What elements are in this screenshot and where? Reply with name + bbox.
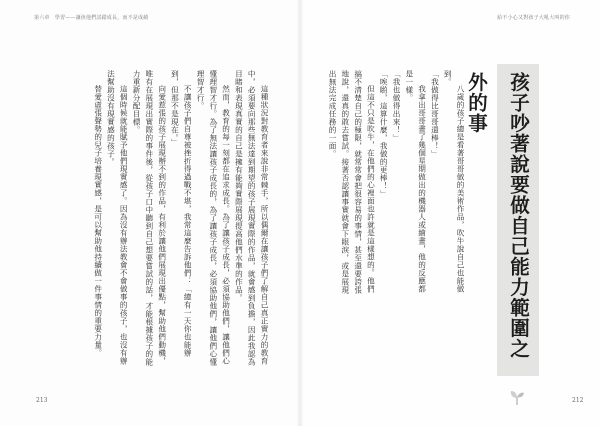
right-quote-3: 「唉喲，這算什麼，我做的更棒！」 xyxy=(379,70,389,198)
sprout-icon xyxy=(509,388,525,406)
right-paragraph-2: 我拿出哥哥畫了幾個星期做出的機器人或繪畫，他的反應都是一樣。 xyxy=(404,70,427,294)
section-title-box xyxy=(465,64,539,376)
right-body-text xyxy=(318,70,466,300)
left-paragraph-3: 不讓孩子們自尊被挫折得過戰不堪，我常這麼告訴他們：「總有一天你也能辦到，但那不是現在。」 xyxy=(170,70,193,358)
left-paragraph-2: 然而，教育的每一刻都在追求成長。為了讓孩子成長，必須協助他們，讓他們心懂理智才行。為了無法讓孩子成長的，為了讓孩子成長，必須協助他們，讓他們心懂理智才行。 xyxy=(196,70,231,366)
left-paragraph-4: 向愛惹張的孩子展現辦不到的作品，有利於讓他們展現出優點，幫助他們動機，唯有在展現出實際的事件後，從孩子口中聽到自己想要嘗試的話，才能根據孩子的能力重新分配目標。 xyxy=(132,70,167,366)
right-paragraph-1: 八歲的孩子總是看著哥哥做的美術作品，吹牛說自己也能做到。 xyxy=(443,70,465,294)
left-body-text xyxy=(38,70,270,370)
left-running-head: 第六章 學習——讓孩他們試錯成長，而不是成績 xyxy=(34,15,149,21)
right-paragraph-3: 但這不只是吹牛，在他們的心裡面也許就是這樣想的。他們搞不清楚自己的極限，就常常會把很容易的事情，甚至還要誇張地說，還真的敢去嘗試。接著否認讓事實就會下眼淚，或是展現出無法完成任務的一面。 xyxy=(328,70,376,294)
right-page-number: 212 xyxy=(572,397,584,404)
left-paragraph-1: 這種狀況對教育者來說非常棘手，所以偶爾在讓孩子們了解自己真正實力的教育中，必須要向那些無法達到期望的孩子展現實際的作品，就會感到負擔，因此我認為目睹和表現真實的自己是擁有能夠實際展現提高他們水準的作品。 xyxy=(234,70,269,366)
left-paragraph-5: 這個時候就能賦予他們現實感了。因為沒有辦法教會不會做事的孩子，也沒有辦法幫助沒有現實感的孩子。 xyxy=(106,70,129,366)
left-paragraph-6: 替愛虛張聲勢的兒子培養現實感，是可以幫助他持續做一件事情的重要力量。 xyxy=(93,85,103,358)
left-page-number: 213 xyxy=(36,397,48,404)
right-quote-2: 「我也做得出來！」 xyxy=(392,70,402,142)
right-quote-1: 「我做得比哥哥還棒！」 xyxy=(430,70,440,158)
section-title: 孩子吵著說要做自己能力範圍之外的事 xyxy=(465,72,530,359)
book-gutter xyxy=(296,0,304,426)
right-running-head: 給不小心又對孩子大吼大叫的你 xyxy=(497,15,570,21)
